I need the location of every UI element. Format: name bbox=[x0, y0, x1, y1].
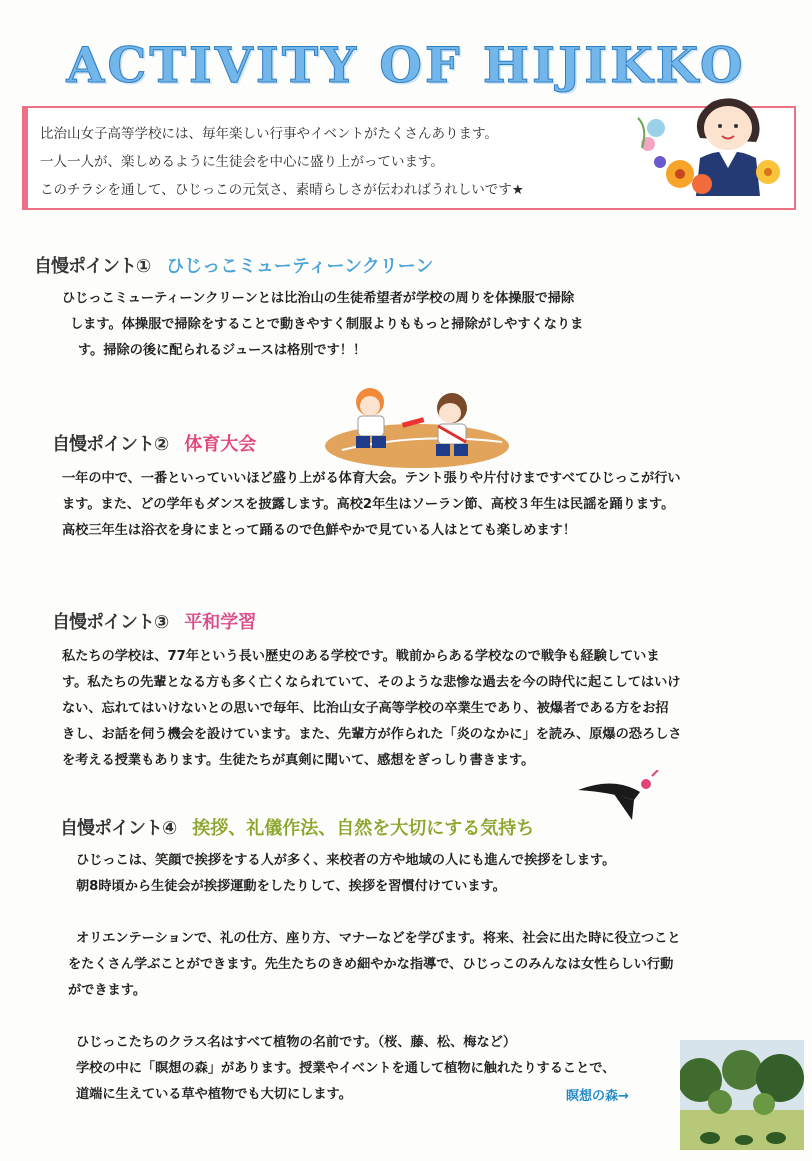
section-title: ひじっこミューティーンクリーン bbox=[166, 256, 434, 277]
section-4-paragraph-3 bbox=[76, 1030, 615, 1108]
text-line: きし、お話を伺う機会を設けています。また、先輩方が作られた「炎のなかに」を読み、原爆の恐ろしさ bbox=[62, 727, 682, 742]
text-line: ない、忘れてはいけないとの思いで毎年、比治山女子高等学校の卒業生であり、被爆者である方をお招 bbox=[62, 701, 669, 716]
text-line: 朝8時頃から生徒会が挨拶運動をしたりして、挨拶を習慣付けています。 bbox=[76, 879, 506, 894]
section-title: 挨拶、礼儀作法、自然を大切にする気持ち bbox=[192, 818, 535, 839]
page-title: ACTIVITY OF HIJIKKO bbox=[66, 36, 746, 94]
text-line: します。体操服で掃除をすることで動きやすく制服よりももっと掃除がしやすくなりま bbox=[70, 317, 584, 332]
text-line: ができます。 bbox=[68, 983, 147, 998]
text-line: 高校三年生は浴衣を身にまとって踊るので色鮮やかで見ている人はとても楽しめます！ bbox=[62, 523, 577, 538]
relay-race-illustration bbox=[322, 380, 512, 475]
section-4-paragraph-2 bbox=[68, 926, 681, 1004]
section-label: 自慢ポイント② bbox=[52, 434, 169, 455]
section-heading-2 bbox=[52, 430, 256, 456]
text-line: 一年の中で、一番といっていいほど盛り上がる体育大会。テント張りや片付けまですべてひじっこが行い bbox=[62, 471, 681, 486]
section-title: 体育大会 bbox=[184, 434, 257, 455]
section-3-text bbox=[62, 644, 682, 774]
text-line: をたくさん学ぶことができます。先生たちのきめ細やかな指導で、ひじっこのみんなは女性らしい行動 bbox=[68, 957, 674, 972]
text-line: ひじっこミューティーンクリーンとは比治山の生徒希望者が学校の周りを体操服で掃除 bbox=[62, 291, 575, 306]
section-title: 平和学習 bbox=[184, 612, 257, 633]
section-heading-3 bbox=[52, 608, 256, 634]
text-line: を考える授業もあります。生徒たちが真剣に聞いて、感想をぎっしり書きます。 bbox=[62, 753, 535, 768]
schoolgirl-illustration bbox=[630, 88, 790, 198]
intro-line: 比治山女子高等学校には、毎年楽しい行事やイベントがたくさんあります。 bbox=[40, 126, 498, 142]
crane-illustration bbox=[574, 770, 664, 830]
section-label: 自慢ポイント① bbox=[34, 256, 151, 277]
section-2-text bbox=[62, 466, 681, 544]
intro-line: 一人一人が、楽しめるように生徒会を中心に盛り上がっています。 bbox=[40, 154, 444, 170]
text-line: オリエンテーションで、礼の仕方、座り方、マナーなどを学びます。将来、社会に出た時に役立つこと bbox=[76, 931, 681, 946]
section-label: 自慢ポイント③ bbox=[52, 612, 169, 633]
text-line: 私たちの学校は、77年という長い歴史のある学校です。戦前からある学校なので戦争も経験していま bbox=[62, 649, 660, 664]
section-4-paragraph-1 bbox=[76, 848, 615, 900]
text-line: ひじっこは、笑顔で挨拶をする人が多く、来校者の方や地域の人にも進んで挨拶をします。 bbox=[76, 853, 616, 868]
text-line: 道端に生えている草や植物でも大切にします。 bbox=[76, 1087, 352, 1102]
forest-caption: 瞑想の森→ bbox=[566, 1089, 629, 1104]
text-line: ひじっこたちのクラス名はすべて植物の名前です。（桜、藤、松、梅など） bbox=[76, 1035, 517, 1050]
text-line: ます。また、どの学年もダンスを披露します。高校2年生はソーラン節、高校３年生は民謡を踊ります。 bbox=[62, 497, 675, 512]
intro-line: このチラシを通して、ひじっこの元気さ、素晴らしさが伝わればうれしいです★ bbox=[40, 182, 524, 198]
section-label: 自慢ポイント④ bbox=[60, 818, 177, 839]
section-heading-4 bbox=[60, 814, 534, 840]
section-heading-1 bbox=[34, 252, 433, 278]
text-line: 学校の中に「瞑想の森」があります。授業やイベントを通して植物に触れたりすることで、 bbox=[76, 1061, 616, 1076]
text-line: す。掃除の後に配られるジュースは格別です！！ bbox=[78, 343, 367, 358]
section-1-text bbox=[62, 286, 583, 364]
text-line: す。私たちの先輩となる方も多く亡くなられていて、そのような悲惨な過去を今の時代に起こしてはいけ bbox=[62, 675, 681, 690]
meditation-forest-photo bbox=[680, 1040, 804, 1150]
